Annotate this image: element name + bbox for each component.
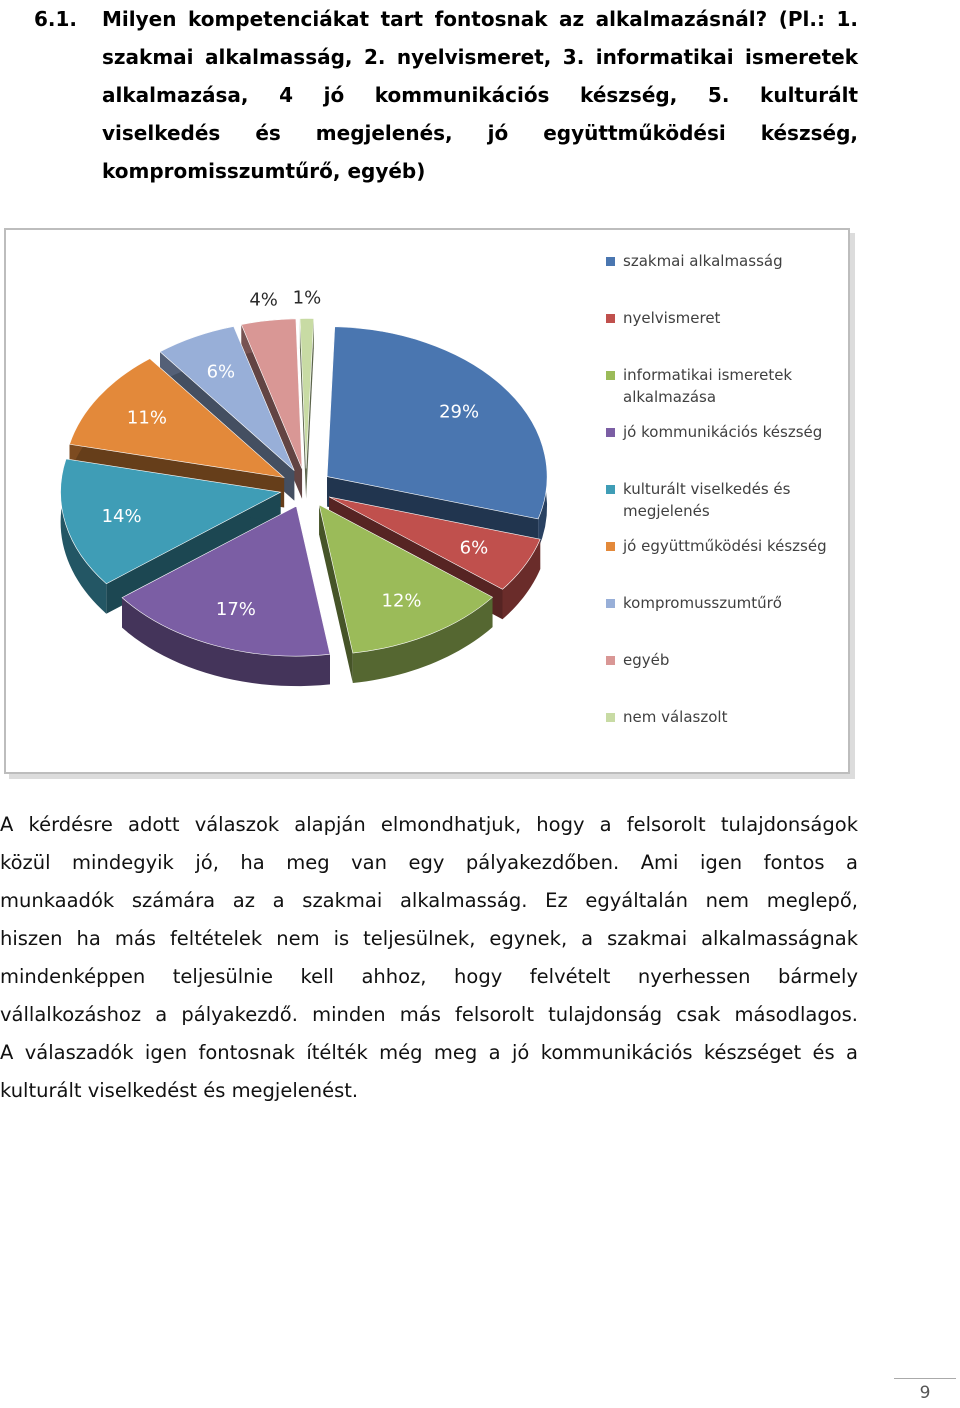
legend-item (606, 478, 838, 522)
legend-label: egyéb (623, 651, 670, 669)
legend-swatch (606, 485, 615, 494)
pie-slice-label: 1% (292, 287, 322, 309)
body-line-6: vállalkozáshoz a pályakezdő. minden más felsorolt tulajdonság csak másodlagos. (0, 1003, 858, 1026)
legend-label: nem válaszolt (623, 708, 728, 726)
page-number: 9 (894, 1378, 956, 1403)
legend-swatch (606, 428, 615, 437)
pie-slice-label: 11% (126, 407, 167, 429)
question-line-5: kompromisszumtűrő, egyéb) (102, 159, 426, 183)
body-paragraph (0, 806, 858, 1110)
pie-slice-label: 6% (459, 537, 489, 559)
legend-label: informatikai ismeretek alkalmazása (623, 366, 793, 406)
pie-slice-label: 17% (215, 599, 256, 621)
legend-item (606, 421, 838, 443)
question-line-2: szakmai alkalmasság, 2. nyelvismeret, 3. informatikai ismeretek (102, 45, 858, 69)
legend-item (606, 592, 838, 614)
legend-label: kulturált viselkedés és megjelenés (623, 480, 791, 520)
pie-slice-label: 6% (206, 361, 236, 383)
legend-item (606, 364, 838, 408)
legend-swatch (606, 257, 615, 266)
legend-swatch (606, 314, 615, 323)
legend-label: kompromusszumtűrő (623, 594, 782, 612)
pie-slice-label: 4% (249, 289, 278, 311)
legend-swatch (606, 542, 615, 551)
pie-chart-frame (4, 228, 850, 774)
legend-label: jó kommunikációs készség (623, 423, 823, 441)
legend-swatch (606, 371, 615, 380)
legend-swatch (606, 656, 615, 665)
question-line-3: alkalmazása, 4 jó kommunikációs készség, 5. kulturált (102, 83, 858, 107)
body-line-3: munkaadók számára az a szakmai alkalmasság. Ez egyáltalán nem meglepő, (0, 889, 858, 912)
legend-item (606, 250, 838, 272)
body-line-2: közül mindegyik jó, ha meg van egy pályakezdőben. Ami igen fontos a (0, 851, 858, 874)
legend-item (606, 649, 838, 671)
body-line-4: hiszen ha más feltételek nem is teljesülnek, egynek, a szakmai alkalmasságnak (0, 927, 858, 950)
question-line-1: Milyen kompetenciákat tart fontosnak az alkalmazásnál? (Pl.: 1. (102, 7, 858, 31)
legend-swatch (606, 599, 615, 608)
pie-slice-label: 14% (101, 506, 142, 528)
question-number: 6.1. (34, 7, 78, 31)
legend-label: nyelvismeret (623, 309, 721, 327)
body-line-8: kulturált viselkedést és megjelenést. (0, 1079, 359, 1102)
legend-item (606, 535, 838, 557)
legend-item (606, 706, 838, 728)
body-line-7: A válaszadók igen fontosnak ítélték még meg a jó kommunikációs készséget és a (0, 1041, 858, 1064)
question-line-4: viselkedés és megjelenés, jó együttműködési készség, (102, 121, 858, 145)
legend-label: jó együttműködési készség (623, 537, 827, 555)
legend-swatch (606, 713, 615, 722)
legend-label: szakmai alkalmasság (623, 252, 783, 270)
legend-item (606, 307, 838, 329)
body-line-5: mindenképpen teljesülnie kell ahhoz, hogy felvételt nyerhessen bármely (0, 965, 858, 988)
pie-slice-label: 29% (439, 401, 480, 423)
body-line-1: A kérdésre adott válaszok alapján elmondhatjuk, hogy a felsorolt tulajdonságok (0, 813, 858, 836)
pie-tops (61, 319, 547, 657)
pie-slice-label: 12% (381, 590, 422, 612)
